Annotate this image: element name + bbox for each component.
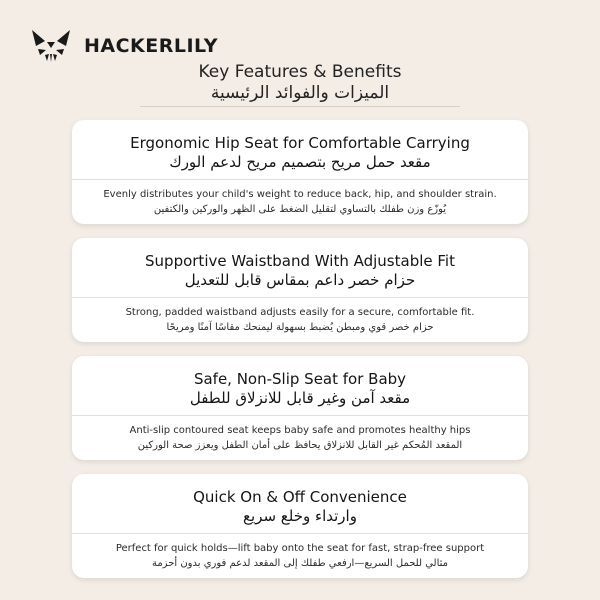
feature-card <box>72 474 528 578</box>
feature-card <box>72 120 528 224</box>
page-title <box>0 62 600 104</box>
feature-desc-en: Evenly distributes your child's weight to reduce back, hip, and shoulder strain. <box>103 189 497 200</box>
page-title-en: Key Features & Benefits <box>198 62 402 82</box>
feature-title-ar: حزام خصر داعم بمقاس قابل للتعديل <box>184 271 416 289</box>
feature-title-ar: وارتداء وخلع سريع <box>243 507 357 525</box>
feature-desc-ar: المقعد المُحكم غير القابل للانزلاق يحافظ على أمان الطفل ويعزز صحة الوركين <box>137 440 463 451</box>
feature-title-ar: مقعد آمن وغير قابل للانزلاق للطفل <box>189 389 411 407</box>
feature-desc-ar: يُوزّع وزن طفلك بالتساوي لتقليل الضغط على الظهر والوركين والكتفين <box>153 204 447 215</box>
feature-desc-en: Perfect for quick holds—lift baby onto the seat for fast, strap-free support <box>115 543 485 554</box>
title-divider <box>140 106 460 107</box>
feature-card <box>72 238 528 342</box>
feature-title-en: Safe, Non-Slip Seat for Baby <box>193 370 407 388</box>
feature-desc-en: Strong, padded waistband adjusts easily for a secure, comfortable fit. <box>125 307 475 318</box>
feature-title-ar: مقعد حمل مريح بتصميم مريح لدعم الورك <box>169 153 431 171</box>
feature-title-en: Quick On & Off Convenience <box>193 488 407 506</box>
card-divider <box>72 533 528 534</box>
feature-title-en: Supportive Waistband With Adjustable Fit <box>145 252 455 270</box>
brand-logo <box>30 28 218 64</box>
brand-name: HACKERLILY <box>84 35 218 57</box>
cat-face-icon <box>30 28 72 64</box>
card-divider <box>72 415 528 416</box>
card-divider <box>72 179 528 180</box>
page-title-ar: الميزات والفوائد الرئيسية <box>210 83 390 103</box>
feature-desc-ar: حزام خصر قوي ومبطن يُضبط بسهولة ليمنحك مقاسًا آمنًا ومريحًا <box>166 322 434 333</box>
feature-desc-ar: مثالي للحمل السريع—ارفعي طفلك إلى المقعد لدعم فوري بدون أحزمة <box>151 558 449 569</box>
card-divider <box>72 297 528 298</box>
feature-card <box>72 356 528 460</box>
feature-title-en: Ergonomic Hip Seat for Comfortable Carrying <box>130 134 470 152</box>
feature-desc-en: Anti-slip contoured seat keeps baby safe and promotes healthy hips <box>129 425 471 436</box>
